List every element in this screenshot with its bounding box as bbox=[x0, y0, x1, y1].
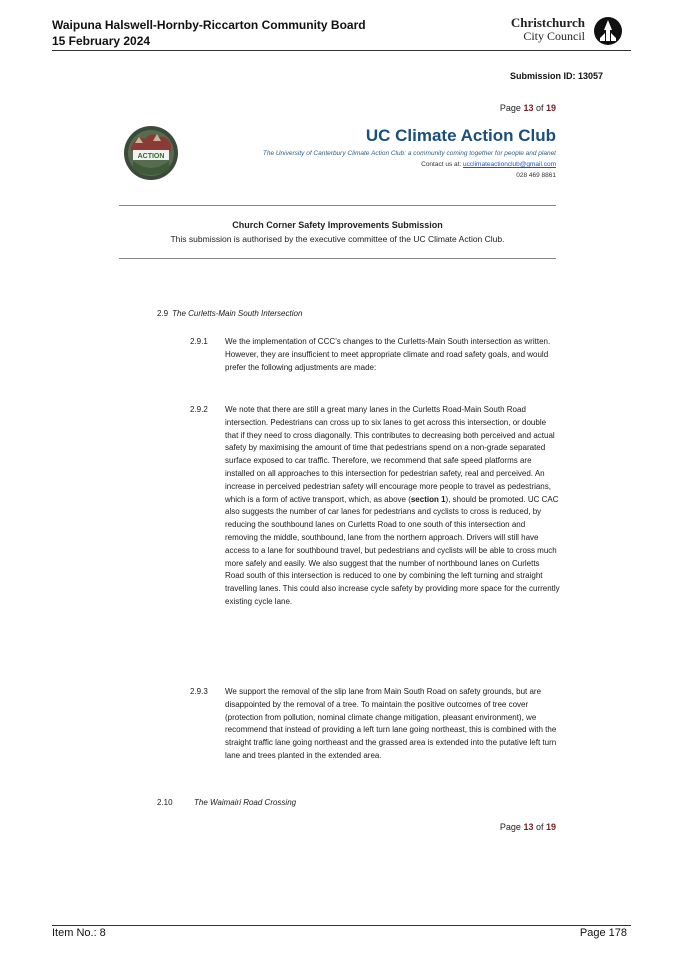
section-reference: section 1 bbox=[410, 494, 446, 504]
submission-title: Church Corner Safety Improvements Submission bbox=[232, 220, 443, 230]
paragraph-text: We support the removal of the slip lane from Main South Road on safety grounds, but are disappointed by the removal of a tree. To maintain the positive outcomes of tree cover (protection from pollution, nominal climate change mitigation, pleasant environment), we recommend that instead of providing a left turn lane going northeast, this is combined with the straight traffic lane going northeast and the grassed area is extended into the putative left turn lane and trees planted in the extended area. bbox=[225, 687, 557, 760]
paragraph-number: 2.9.3 bbox=[190, 687, 208, 696]
badge-text: ACTION bbox=[137, 153, 165, 160]
paragraph-2-9-3 bbox=[190, 686, 560, 763]
meeting-date: 15 February 2024 bbox=[52, 34, 151, 48]
paragraph-number: 2.9.2 bbox=[190, 405, 208, 414]
authorisation-statement: This submission is authorised by the executive committee of the UC Climate Action Club. bbox=[170, 234, 505, 244]
paragraph-text: We the implementation of CCC’s changes to the Curletts-Main South intersection as written. However, they are insufficient to meet appropriate climate and road safety goals, and would prefer the following adjustments are made: bbox=[225, 337, 551, 372]
submission-page-number-bottom: Page 13 of 19 bbox=[499, 822, 556, 832]
board-name: Waipuna Halswell-Hornby-Riccarton Community Board bbox=[52, 18, 366, 32]
club-badge-logo bbox=[123, 125, 179, 181]
divider-bottom bbox=[119, 258, 556, 259]
council-logo bbox=[493, 14, 623, 48]
paragraph-2-9-1 bbox=[190, 336, 560, 374]
footer-rule bbox=[52, 925, 631, 926]
club-email-link[interactable]: ucclimateactionclub@gmail.com bbox=[463, 161, 556, 168]
agenda-header bbox=[52, 17, 366, 49]
header-rule bbox=[52, 50, 631, 51]
paragraph-number: 2.9.1 bbox=[190, 337, 208, 346]
paragraph-2-9-2 bbox=[190, 404, 560, 609]
cathedral-icon bbox=[593, 16, 623, 46]
submission-id: Submission ID: 13057 bbox=[509, 71, 603, 81]
divider-top bbox=[119, 205, 556, 206]
paragraph-text: We note that there are still a great many lanes in the Curletts Road-Main South Road intersection. Pedestrians can cross up to six lanes to get across this intersection, or double that if they need to cross diagonally. This contributes to decreasing both perceived and actual safety by maximising the amount of time that pedestrians spend on a non-grade separated surface exposed to car traffic. Therefore, we recommend that safe speed platforms are installed on all approaches to this intersection for pedestrian safety, real and perceived. An increase in perceived pedestrian safety will encourage more people to travel as pedestrians, which is a form of active transport, which, as above (section 1), should be promoted. UC CAC also suggests the number of car lanes for pedestrians and cyclists to cross is reduced, by reducing the southbound lanes on Curletts Road to one south of this intersection and removing the middle, southbound, lane from the northern approach. Drivers will still have access to a lane for southbound travel, but pedestrians and cyclists will be able to cross much more safely and easily. We also suggest that the number of northbound lanes on Curletts Road south of this intersection is reduced to one by combining the left turning and straight travelling lanes. This could also increase cycle safety by providing more space for the currently existing cycle lane. bbox=[225, 405, 560, 606]
section-heading-2-10: 2.10 The Waimairi Road Crossing bbox=[157, 798, 297, 807]
club-phone: 028 469 8861 bbox=[516, 172, 556, 179]
item-number: Item No.: 8 bbox=[52, 927, 106, 939]
club-contact: Contact us at: ucclimateactionclub@gmail.com bbox=[421, 161, 556, 168]
submission-page-number-top: Page 13 of 19 bbox=[499, 103, 556, 113]
agenda-page-number: Page 178 bbox=[579, 927, 627, 939]
logo-line2: City Council bbox=[523, 29, 585, 43]
club-tagline: The University of Canterbury Climate Action Club: a community coming together for people and planet bbox=[262, 150, 556, 157]
section-heading-2-9: 2.9 The Curletts-Main South Intersection bbox=[157, 309, 303, 318]
club-name: UC Climate Action Club bbox=[365, 126, 556, 145]
logo-line1: Christchurch bbox=[510, 15, 585, 30]
